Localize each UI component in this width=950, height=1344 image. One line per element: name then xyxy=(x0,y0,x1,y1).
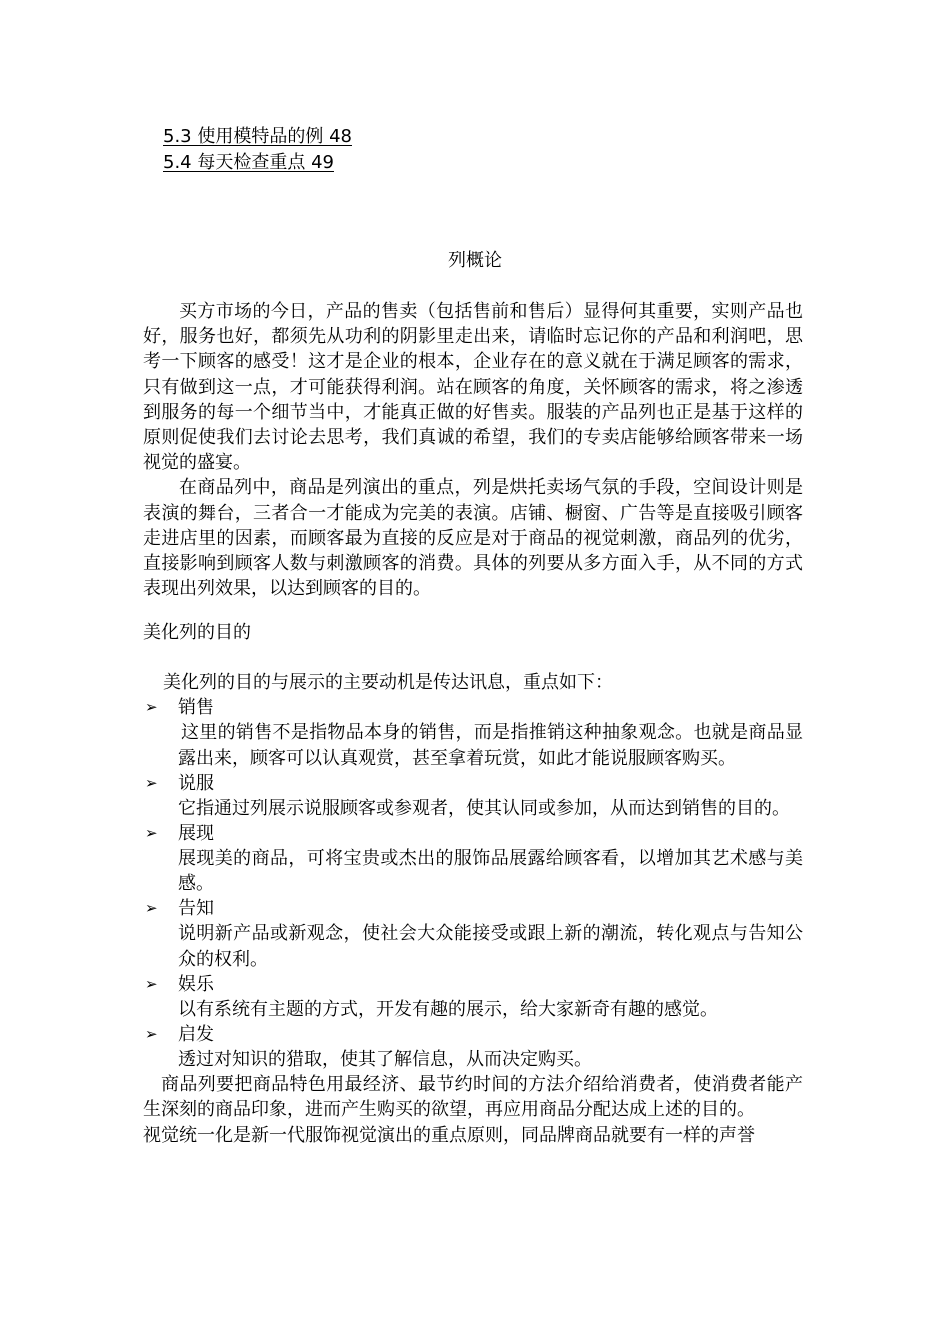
list-item xyxy=(143,972,803,1022)
toc-link-5-3[interactable]: 5.3 使用模特品的例 48 xyxy=(163,126,352,147)
subsection-intro: 美化列的目的与展示的主要动机是传达讯息，重点如下： xyxy=(163,672,613,694)
intro-paragraph-1: 买方市场的今日，产品的售卖（包括售前和售后）显得何其重要，实则产品也好，服务也好，都须先从功利的阴影里走出来，请临时忘记你的产品和利润吧，思考一下顾客的感受！这才是企业的根本，企业存在的意义就在于满足顾客的需求，只有做到这一点，才可能获得利润。站在顾客的角度，关怀顾客的需求，将之渗透到服务的每一个细节当中，才能真正做的好售卖。服装的产品列也正是基于这样的原则促使我们去讨论去思考，我们真诚的希望，我们的专卖店能够给顾客带来一场视觉的盛宴。 xyxy=(143,301,803,474)
purpose-list xyxy=(143,695,803,1072)
arrow-bullet-icon: ➢ xyxy=(145,698,158,717)
subsection-heading: 美化列的目的 xyxy=(143,622,251,644)
list-item-label: 展现 xyxy=(178,823,214,845)
list-item xyxy=(143,896,803,971)
section-title: 列概论 xyxy=(448,250,502,271)
list-item-label: 娱乐 xyxy=(178,973,214,995)
toc-link-5-4[interactable]: 5.4 每天检查重点 49 xyxy=(163,152,334,173)
list-item-description: 以有系统有主题的方式，开发有趣的展示，给大家新奇有趣的感觉。 xyxy=(178,998,718,1020)
intro-paragraph-2: 在商品列中，商品是列演出的重点，列是烘托卖场气氛的手段，空间设计则是表演的舞台，三者合一才能成为完美的表演。店铺、橱窗、广告等是直接吸引顾客走进店里的因素，而顾客最为直接的反应是对于商品的视觉刺激，商品列的优劣，直接影响到顾客人数与刺激顾客的消费。具体的列要从多方面入手，从不同的方式表现出列效果，以达到顾客的目的。 xyxy=(143,477,803,600)
table-of-contents xyxy=(163,124,352,176)
arrow-bullet-icon: ➢ xyxy=(145,1025,158,1044)
list-item-label: 启发 xyxy=(178,1024,214,1046)
closing-paragraph: 商品列要把商品特色用最经济、最节约时间的方法介绍给消费者，使消费者能产生深刻的商品印象，进而产生购买的欲望，再应用商品分配达成上述的目的。 xyxy=(143,1074,803,1121)
list-item-description: 它指通过列展示说服顾客或参观者，使其认同或参加，从而达到销售的目的。 xyxy=(178,797,790,819)
list-item xyxy=(143,1022,803,1072)
list-item xyxy=(143,771,803,821)
list-item-description: 说明新产品或新观念，使社会大众能接受或跟上新的潮流，转化观点与告知公众的权利。 xyxy=(178,923,803,970)
arrow-bullet-icon: ➢ xyxy=(145,773,158,792)
list-item-label: 说服 xyxy=(178,772,214,794)
list-item xyxy=(143,695,803,770)
list-item-description: 透过对知识的猎取，使其了解信息，从而决定购买。 xyxy=(178,1049,592,1071)
document-body xyxy=(143,299,803,1148)
list-item-description: 展现美的商品，可将宝贵或杰出的服饰品展露给顾客看，以增加其艺术感与美感。 xyxy=(178,848,803,895)
list-item-label: 告知 xyxy=(178,898,214,920)
arrow-bullet-icon: ➢ xyxy=(145,899,158,918)
list-item xyxy=(143,821,803,896)
trailing-paragraph: 视觉统一化是新一代服饰视觉演出的重点原则，同品牌商品就要有一样的声誉 xyxy=(143,1124,755,1146)
arrow-bullet-icon: ➢ xyxy=(145,974,158,993)
list-item-description: 这里的销售不是指物品本身的销售，而是指推销这种抽象观念。也就是商品显露出来，顾客可以认真观赏，甚至拿着玩赏，如此才能说服顾客购买。 xyxy=(178,722,803,769)
list-item-label: 销售 xyxy=(178,697,214,719)
arrow-bullet-icon: ➢ xyxy=(145,824,158,843)
